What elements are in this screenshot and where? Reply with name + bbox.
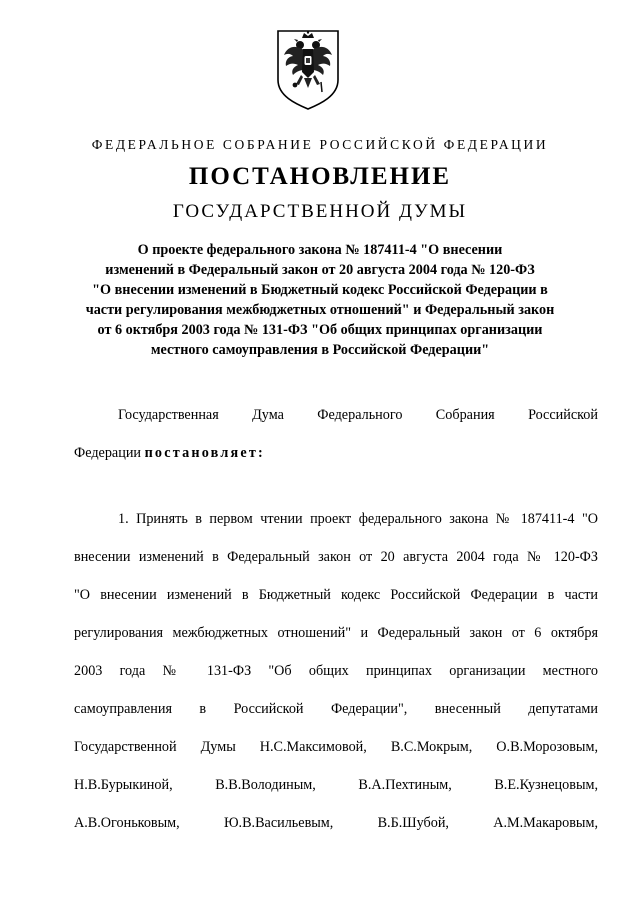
preamble-paragraph — [74, 396, 598, 472]
item-1-line: 2003 года № 131-ФЗ "Об общих принципах организации местного — [74, 663, 598, 679]
document-subject — [60, 240, 580, 360]
preamble-prefix: Федерации — [74, 445, 142, 461]
preamble-line: Государственная Дума Федерального Собрания Российской — [118, 407, 598, 423]
preamble-verb: постановляет: — [144, 445, 265, 461]
item-1-line: внесении изменений в Федеральный закон от 20 августа 2004 года № 120-ФЗ — [74, 549, 598, 565]
item-1-line: "О внесении изменений в Бюджетный кодекс Российской Федерации в части — [74, 587, 598, 603]
document-title: ПОСТАНОВЛЕНИЕ — [188, 163, 452, 190]
document-subtitle: ГОСУДАРСТВЕННОЙ ДУМЫ — [172, 201, 468, 222]
subject-line: О проекте федерального закона № 187411-4 "О внесении — [137, 242, 503, 258]
subject-line: "О внесении изменений в Бюджетный кодекс Российской Федерации в — [92, 282, 548, 298]
item-1-line: регулирования межбюджетных отношений" и Федеральный закон от 6 октября — [74, 625, 598, 641]
item-1-paragraph — [74, 500, 598, 842]
subject-line: изменений в Федеральный закон от 20 августа 2004 года № 120-ФЗ — [105, 262, 535, 278]
preamble-line — [74, 434, 598, 472]
russian-coat-of-arms-icon — [275, 28, 341, 112]
item-1-line: 1. Принять в первом чтении проект федерального закона № 187411-4 "О — [118, 511, 598, 527]
subject-line: части регулирования межбюджетных отношений" и Федеральный закон — [85, 302, 555, 318]
item-1-line: А.В.Огоньковым, Ю.В.Васильевым, В.Б.Шубой, А.М.Макаровым, — [74, 815, 598, 831]
subject-line: местного самоуправления в Российской Федерации" — [150, 342, 490, 358]
item-1-line: Государственной Думы Н.С.Максимовой, В.С.Мокрым, О.В.Морозовым, — [74, 739, 598, 755]
organization-name: ФЕДЕРАЛЬНОЕ СОБРАНИЕ РОССИЙСКОЙ ФЕДЕРАЦИИ — [91, 137, 549, 152]
item-1-line: Н.В.Бурыкиной, В.В.Володиным, В.А.Пехтиным, В.Е.Кузнецовым, — [74, 777, 598, 793]
subject-line: от 6 октября 2003 года № 131-ФЗ "Об общих принципах организации — [97, 322, 543, 338]
item-1-line: самоуправления в Российской Федерации", внесенный депутатами — [74, 701, 598, 717]
